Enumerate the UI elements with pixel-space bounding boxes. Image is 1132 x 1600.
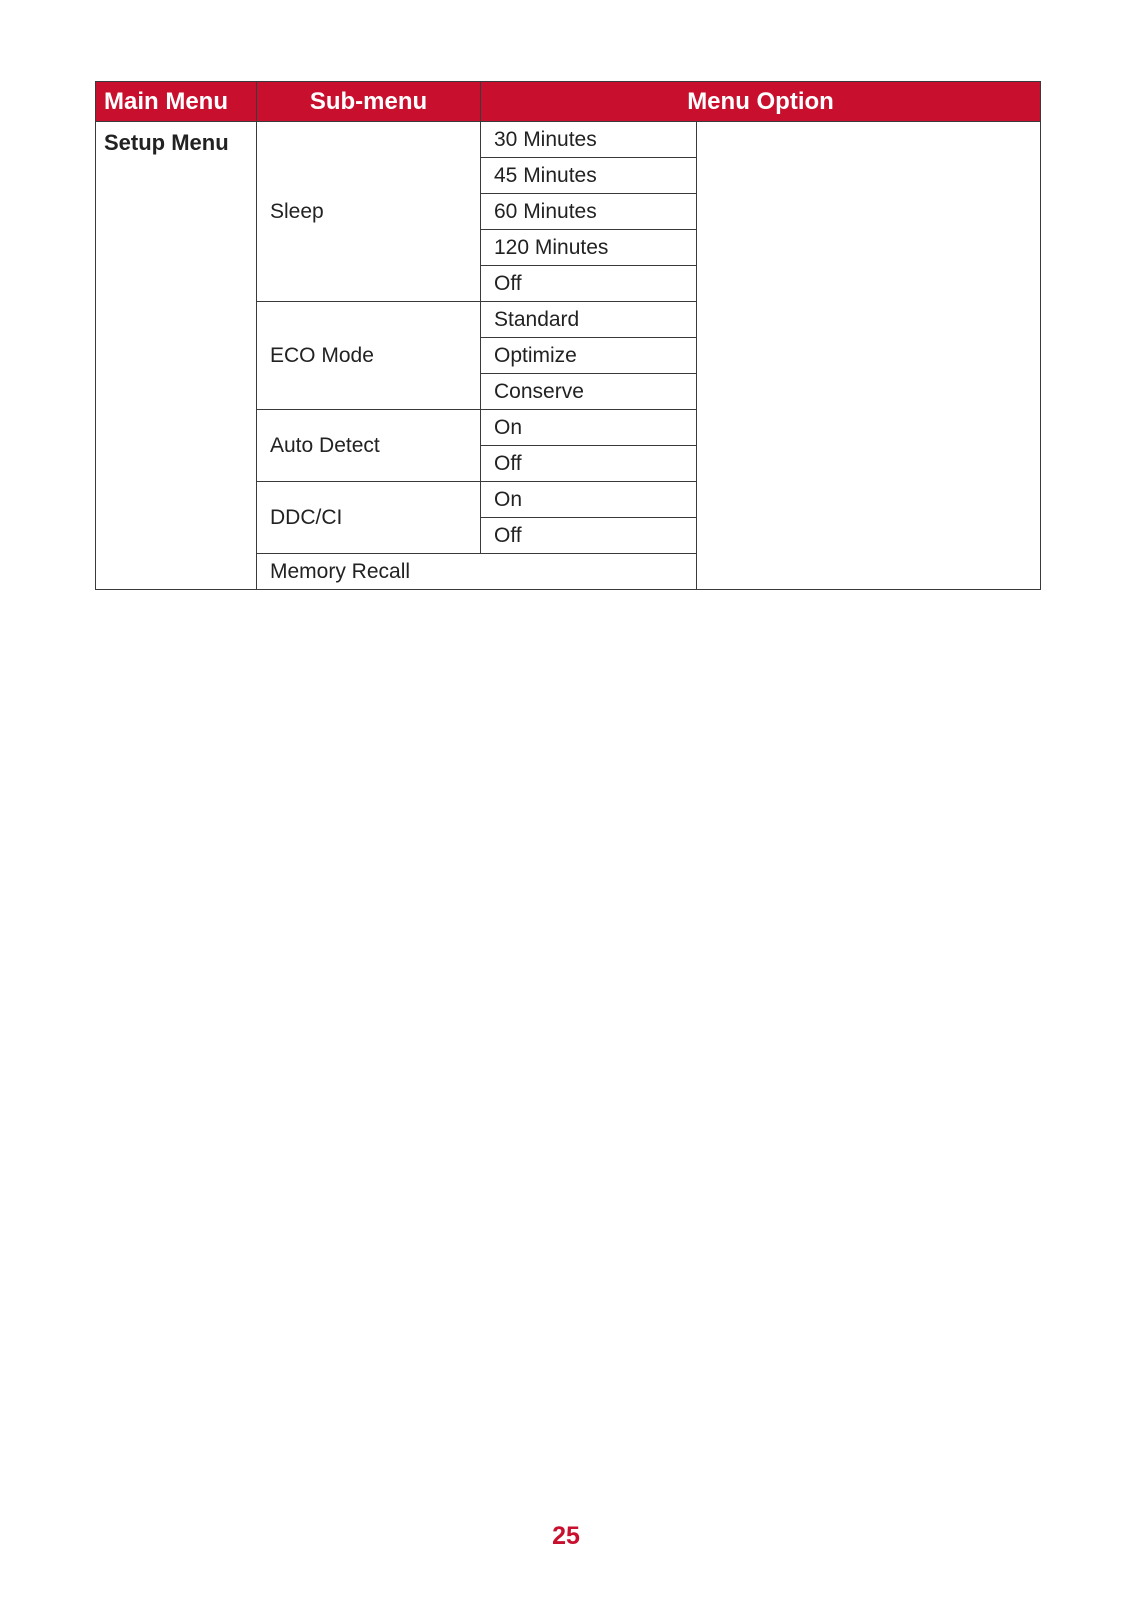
option-eco-standard: Standard xyxy=(481,302,697,338)
header-sub-menu: Sub-menu xyxy=(257,82,481,122)
submenu-auto-detect: Auto Detect xyxy=(257,410,481,482)
option-eco-conserve: Conserve xyxy=(481,374,697,410)
option-sleep-120: 120 Minutes xyxy=(481,230,697,266)
submenu-ddc-ci: DDC/CI xyxy=(257,482,481,554)
option-auto-detect-off: Off xyxy=(481,446,697,482)
option-sleep-45: 45 Minutes xyxy=(481,158,697,194)
option-sleep-60: 60 Minutes xyxy=(481,194,697,230)
header-menu-option: Menu Option xyxy=(481,82,1041,122)
option-auto-detect-on: On xyxy=(481,410,697,446)
submenu-memory-recall: Memory Recall xyxy=(257,554,697,590)
header-main-menu: Main Menu xyxy=(96,82,257,122)
option-ddc-ci-on: On xyxy=(481,482,697,518)
option-ddc-ci-off: Off xyxy=(481,518,697,554)
option-sleep-off: Off xyxy=(481,266,697,302)
page-number: 25 xyxy=(552,1522,580,1550)
blank-option-cell xyxy=(697,122,1041,590)
table-header-row xyxy=(96,82,1041,122)
option-sleep-30: 30 Minutes xyxy=(481,122,697,158)
main-menu-setup: Setup Menu xyxy=(96,122,257,590)
submenu-eco-mode: ECO Mode xyxy=(257,302,481,410)
setup-menu-table xyxy=(95,81,1041,590)
submenu-sleep: Sleep xyxy=(257,122,481,302)
option-eco-optimize: Optimize xyxy=(481,338,697,374)
table-row xyxy=(96,122,1041,158)
